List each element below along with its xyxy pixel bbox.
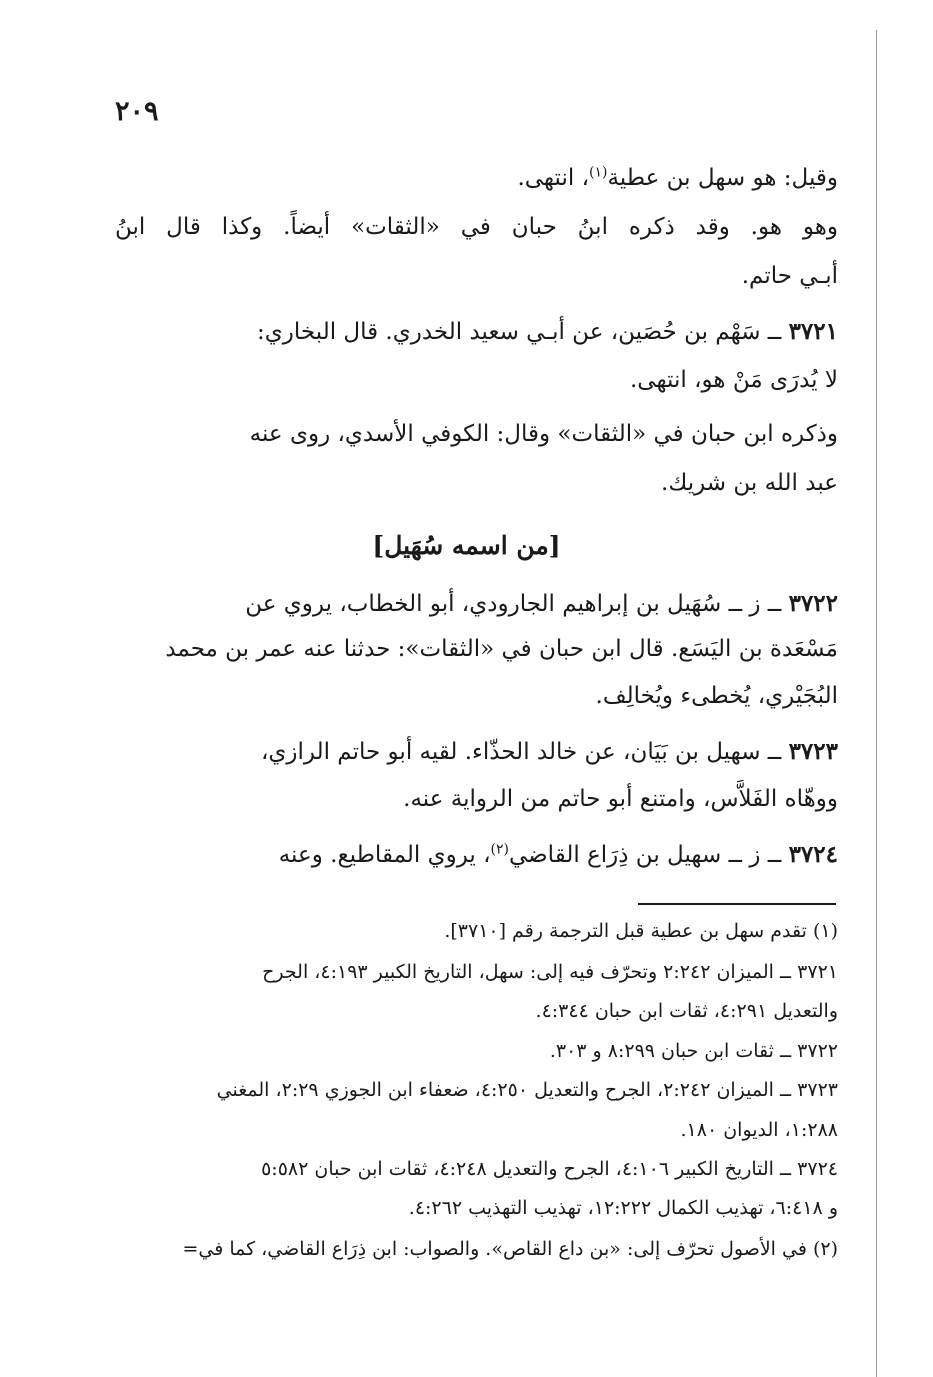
entry-3722-line-1: ٣٧٢٢ ــ ز ــ سُهَيل بن إبراهيم الجارودي، أبو الخطاب، يروي عن [245,590,838,617]
entry-3721-line-4: عبد الله بن شريك. [661,470,838,496]
entry-3722-line-3: البُجَيْري، يُخطىء ويُخالِف. [595,683,838,709]
body-line-1: وقيل: هو سهل بن عطية$^{(١)}$، انتهى. [517,164,838,191]
footnote-rule [638,903,836,905]
entry-3721-line-3: وذكره ابن حبان في «الثقات» وقال: الكوفي الأسدي، روى عنه [249,421,838,447]
entry-3723-line-2: ووهّاه الفَلاَّس، وامتنع أبو حاتم من الرواية عنه. [403,786,838,812]
body-line-3: أبـي حاتم. [741,263,838,289]
footnote-3722: ٣٧٢٢ ــ ثقات ابن حبان ٨:٢٩٩ و ٣٠٣. [549,1040,838,1062]
footnote-2: (٢) في الأصول تحرّف إلى: «بن داع القاص». والصواب: ابن ذِرَاع القاضي، كما في= [182,1238,838,1260]
footnote-3721-line-1: ٣٧٢١ ــ الميزان ٢:٢٤٢ وتحرّف فيه إلى: سهل، التاريخ الكبير ٤:١٩٣، الجرح [262,961,838,983]
footnote-ref-1: (١) [589,164,608,181]
page-number: ٢٠٩ [115,96,159,127]
entry-3721-line-1: ٣٧٢١ ــ سَهْم بن حُصَين، عن أبـي سعيد الخدري. قال البخاري: [257,318,838,345]
entry-3722-line-2: مَسْعَدة بن اليَسَع. قال ابن حبان في «الثقات»: حدثنا عنه عمر بن محمد [165,636,838,662]
entry-3721-line-2: لا يُدرَى مَنْ هو، انتهى. [629,367,838,393]
page-edge-line [876,30,877,1377]
footnote-3723-line-1: ٣٧٢٣ ــ الميزان ٢:٢٤٢، الجرح والتعديل ٤:٢٥٠، ضعفاء ابن الجوزي ٢:٢٩، المغني [216,1079,838,1101]
footnote-1: (١) تقدم سهل بن عطية قبل الترجمة رقم [٣٧١٠]. [444,920,838,942]
footnote-ref-2: (٢) [490,841,509,858]
entry-3724-line-1: ٣٧٢٤ ــ ز ــ سهيل بن ذِرَاع القاضي$^{(٢)}$، يروي المقاطيع. وعنه [278,841,838,868]
footnote-3724-line-2: و ٦:٤١٨، تهذيب الكمال ١٢:٢٢٢، تهذيب التهذيب ٤:٢٦٢. [408,1197,838,1219]
entry-3723-line-1: ٣٧٢٣ ــ سهيل بن بَيَان، عن خالد الحذّاء. لقيه أبو حاتم الرازي، [260,738,838,765]
footnote-3721-line-2: والتعديل ٤:٢٩١، ثقات ابن حبان ٤:٣٤٤. [535,1000,838,1022]
body-line-2: وهو هو. وقد ذكره ابنُ حبان في «الثقات» أيضاً. وكذا قال ابنُ [115,214,838,240]
section-heading: [من اسمه سُهَيل] [372,531,561,560]
footnote-3724-line-1: ٣٧٢٤ ــ التاريخ الكبير ٤:١٠٦، الجرح والتعديل ٤:٢٤٨، ثقات ابن حبان ٥:٥٨٢ [261,1158,838,1180]
footnote-3723-line-2: ١:٢٨٨، الديوان ١٨٠. [680,1119,838,1141]
